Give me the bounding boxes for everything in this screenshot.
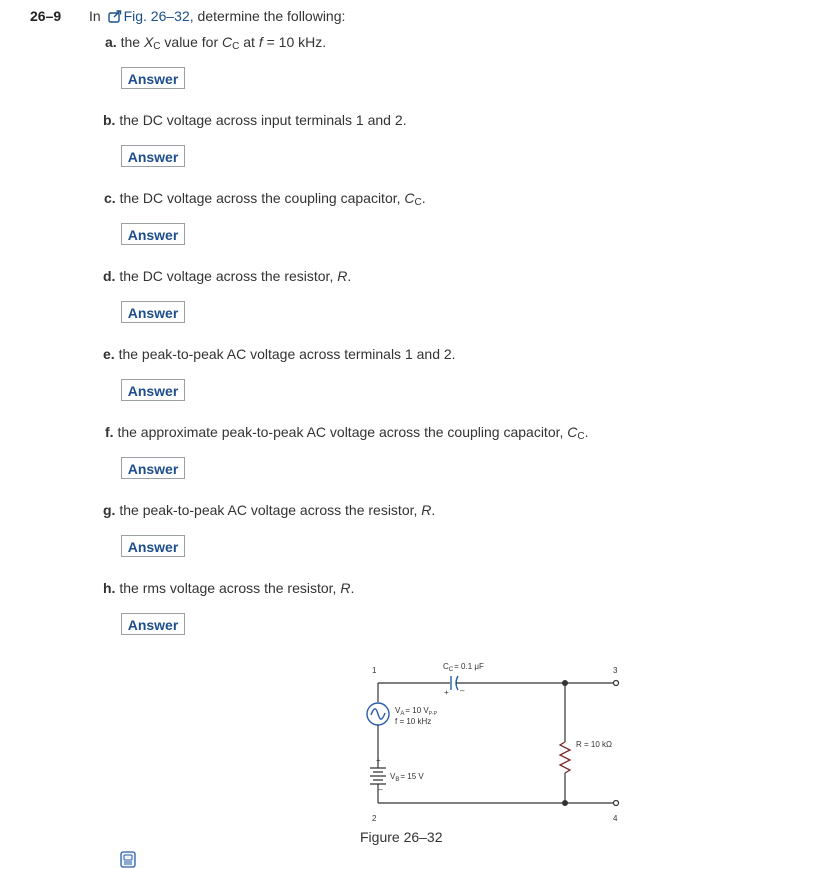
- question-e: e. the peak-to-peak AC voltage across terminals 1 and 2.: [103, 346, 456, 362]
- node-1-label: 1: [372, 666, 377, 675]
- ac-wave: [371, 709, 385, 719]
- junction-top: [562, 680, 568, 686]
- question-g: g. the peak-to-peak AC voltage across the resistor, R.: [103, 502, 436, 518]
- node-2-label: 2: [372, 814, 377, 823]
- resistor-label: R = 10 kΩ: [576, 740, 612, 749]
- answer-button-c[interactable]: Answer: [121, 223, 185, 245]
- answer-button-a[interactable]: Answer: [121, 67, 185, 89]
- answer-button-d[interactable]: Answer: [121, 301, 185, 323]
- question-f: f. the approximate peak-to-peak AC voltage across the coupling capacitor, $C_C$.: [105, 424, 589, 442]
- cap-minus: –: [460, 686, 465, 695]
- figure-link[interactable]: Fig. 26–32,: [123, 8, 194, 24]
- intro-prefix: In: [89, 8, 101, 24]
- figure-caption: Figure 26–32: [360, 829, 443, 845]
- keyboard-icon[interactable]: [120, 851, 136, 868]
- question-h: h. the rms voltage across the resistor, R.: [103, 580, 355, 596]
- answer-button-h[interactable]: Answer: [121, 613, 185, 635]
- battery-plus: +: [376, 756, 381, 765]
- node-3-label: 3: [613, 666, 618, 675]
- answer-button-g[interactable]: Answer: [121, 535, 185, 557]
- junction-bottom: [562, 800, 568, 806]
- cap-plus: +: [444, 688, 449, 697]
- question-d: d. the DC voltage across the resistor, R.: [103, 268, 352, 284]
- resistor-symbol: [560, 742, 570, 773]
- question-c: c. the DC voltage across the coupling capacitor, $C_C$.: [104, 190, 426, 208]
- vb-label: $V_B= 15$ V: [390, 772, 424, 783]
- problem-intro: [89, 8, 345, 24]
- battery-minus: –: [378, 785, 383, 794]
- circuit-diagram: [350, 655, 640, 827]
- freq-label: f = 10 kHz: [395, 717, 432, 726]
- external-link-icon[interactable]: [108, 10, 122, 23]
- intro-suffix: determine the following:: [197, 8, 346, 24]
- terminal-4: [614, 801, 619, 806]
- problem-number: 26–9: [30, 8, 62, 24]
- answer-button-e[interactable]: Answer: [121, 379, 185, 401]
- answer-button-b[interactable]: Answer: [121, 145, 185, 167]
- battery-symbol: [370, 768, 386, 784]
- question-a: a. the $X_C$ value for $C_C$ at f = 10 kHz.: [105, 34, 327, 52]
- terminal-3: [614, 681, 619, 686]
- question-b: b. the DC voltage across input terminals 1 and 2.: [103, 112, 407, 128]
- va-label: $V_A= 10$ $V_{P-P}$: [395, 706, 438, 717]
- node-4-label: 4: [613, 814, 618, 823]
- answer-button-f[interactable]: Answer: [121, 457, 185, 479]
- cap-label: $C_C= 0.1$ μF: [443, 662, 484, 673]
